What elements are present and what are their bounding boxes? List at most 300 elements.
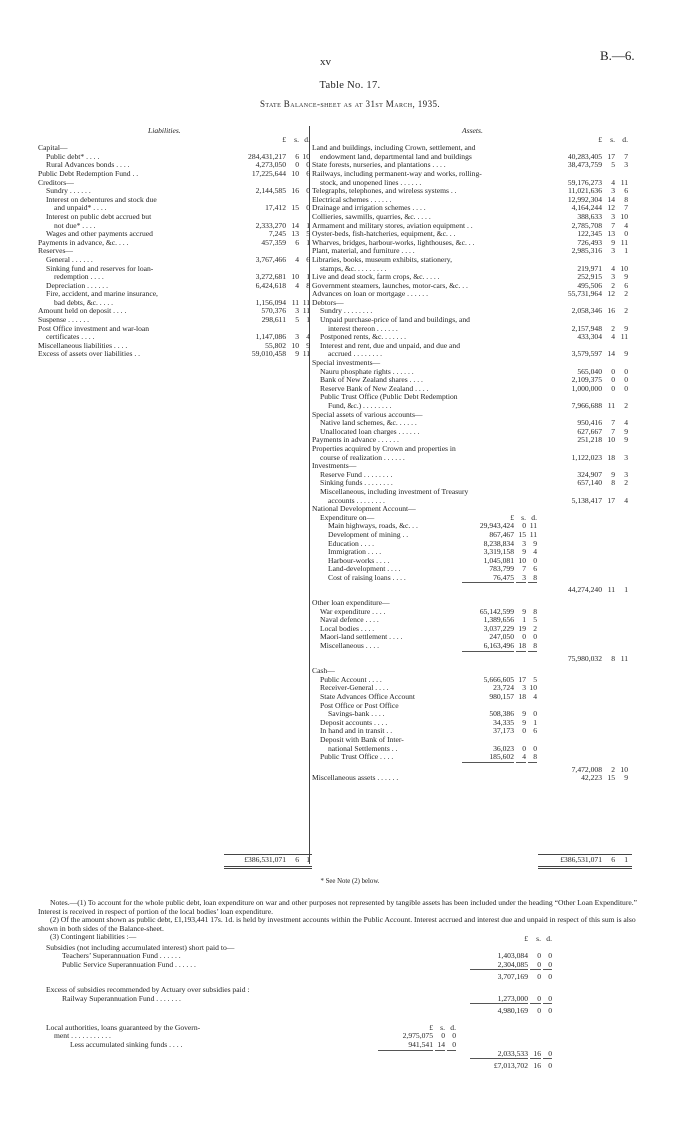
amount-pence: 2 xyxy=(624,306,628,316)
shillings-header: s. xyxy=(536,934,541,943)
inner-pence: 0 xyxy=(533,555,537,565)
amount-shillings: 11 xyxy=(291,297,299,307)
row-label: Nauru phosphate rights . . . . . . xyxy=(320,366,414,376)
amount-pence: 3 xyxy=(624,469,628,479)
inner-pounds: 185,602 xyxy=(462,753,514,763)
row-label: accounts . . . . . . . . xyxy=(328,495,385,505)
row-label: Public Trust Office (Public Debt Redemption xyxy=(320,392,458,402)
row-label: Reserve Fund . . . . . . . . xyxy=(320,469,393,479)
amount-pence: 9 xyxy=(624,349,628,359)
row-label: Oyster-beds, fish-hatcheries, equipment, &c. . . xyxy=(312,229,456,239)
inner-pence: 6 xyxy=(533,726,537,736)
amount-pence: 6 xyxy=(306,254,310,264)
amount-shillings: 9 xyxy=(611,469,615,479)
amount-pence: 11 xyxy=(302,297,310,307)
row-label: Unallocated loan charges . . . . . . xyxy=(320,426,420,436)
amount-pence: 0 xyxy=(548,951,552,961)
amount-pounds: 5,138,417 xyxy=(571,495,602,505)
inner-pence: d. xyxy=(450,1022,456,1032)
row-label: Bank of New Zealand shares . . . . xyxy=(320,375,423,385)
inner-pence: 8 xyxy=(528,574,537,584)
amount-pence: 11 xyxy=(620,237,628,247)
amount-shillings: 7 xyxy=(611,418,615,428)
table-title: Table No. 17. xyxy=(319,80,381,91)
table-row xyxy=(312,290,637,299)
liabilities-total xyxy=(38,856,308,866)
amount-pounds: 324,907 xyxy=(577,469,602,479)
inner-shillings: 1 xyxy=(522,615,526,625)
row-label: Armament and military stores, aviation equipment . . xyxy=(312,220,473,230)
inner-pounds: 2,975,075 xyxy=(402,1031,433,1041)
amount-shillings: 5 xyxy=(611,160,615,170)
row-label: Debtors— xyxy=(312,297,344,307)
inner-pounds: £ xyxy=(429,1022,433,1032)
inner-pounds: 867,467 xyxy=(489,529,514,539)
amount-pence: 0 xyxy=(624,383,628,393)
amount-pounds: 59,176,273 xyxy=(567,177,602,187)
table-row xyxy=(312,642,637,651)
amount-pence: 6 xyxy=(624,186,628,196)
row-label: Telegraphs, telephones, and wireless systems . . xyxy=(312,186,457,196)
amount-pounds: 2,985,316 xyxy=(571,246,602,256)
row-label: interest thereon . . . . . . xyxy=(328,323,398,333)
amount-pounds: 1,156,094 xyxy=(255,297,286,307)
inner-pounds: £ xyxy=(510,512,514,522)
amount-shillings: 7 xyxy=(611,426,615,436)
row-label: Teachers’ Superannuation Fund . . . . . . xyxy=(62,951,181,961)
table-row xyxy=(38,995,638,1004)
amount-pence: 1 xyxy=(624,585,628,595)
row-label: Creditors— xyxy=(38,177,74,187)
amount-pence: 0 xyxy=(624,366,628,376)
table-row xyxy=(312,574,637,583)
amount-pounds: 2,144,585 xyxy=(255,186,286,196)
amount-pounds: 2,033,533 xyxy=(470,1050,528,1060)
document-code: B.—6. xyxy=(600,48,635,63)
row-label: Fire, accident, and marine insurance, xyxy=(46,289,158,299)
amount-shillings: 4 xyxy=(611,177,615,187)
inner-shillings: 9 xyxy=(522,717,526,727)
pounds-header: £ xyxy=(524,934,528,943)
table-row xyxy=(38,961,638,970)
amount-pounds: 11,021,636 xyxy=(568,186,602,196)
subtotal-row xyxy=(38,1007,638,1016)
amount-pounds: 3,707,169 xyxy=(497,972,528,982)
inner-pence: 2 xyxy=(533,623,537,633)
table-row xyxy=(38,1024,638,1033)
assets-total-pence: 1 xyxy=(624,855,628,864)
row-label: Electrical schemes . . . . . . xyxy=(312,194,392,204)
inner-shillings: 10 xyxy=(518,555,526,565)
amount-pounds: 495,506 xyxy=(577,280,602,290)
amount-shillings: 7 xyxy=(611,220,615,230)
liabilities-rows xyxy=(38,144,308,359)
inner-pounds: 247,050 xyxy=(489,632,514,642)
amount-pounds: 7,472,008 xyxy=(571,764,602,774)
inner-pounds: 5,666,605 xyxy=(483,674,514,684)
row-label: Sinking funds . . . . . . . . xyxy=(320,478,393,488)
inner-shillings: 3 xyxy=(522,683,526,693)
table-row xyxy=(312,753,637,762)
amount-shillings: 0 xyxy=(295,160,299,170)
row-label: Amount held on deposit . . . . xyxy=(38,306,127,316)
inner-shillings: s. xyxy=(521,512,526,522)
pence-header: d. xyxy=(546,934,552,943)
amount-pence: 2 xyxy=(624,401,628,410)
amount-pence: 3 xyxy=(624,160,628,170)
liabilities-heading: Liabilities. xyxy=(148,126,181,135)
inner-pence: 8 xyxy=(528,642,537,652)
inner-shillings: 9 xyxy=(522,547,526,557)
amount-shillings: 2 xyxy=(611,323,615,333)
row-label: Development of mining . . xyxy=(328,529,409,539)
amount-shillings: 6 xyxy=(295,151,299,161)
inner-pounds: 6,163,496 xyxy=(462,642,514,652)
amount-shillings: 0 xyxy=(530,995,541,1005)
amount-pence: 4 xyxy=(624,220,628,230)
row-label: War expenditure . . . . xyxy=(320,606,386,616)
row-label: Education . . . . xyxy=(328,538,374,548)
amount-pounds: 7,966,688 xyxy=(571,401,602,410)
amount-pounds: 4,980,169 xyxy=(497,1006,528,1016)
amount-shillings: 0 xyxy=(537,1006,541,1016)
amount-pounds: 565,040 xyxy=(577,366,602,376)
amount-pounds: £7,013,702 xyxy=(493,1061,528,1071)
inner-pounds: 76,475 xyxy=(462,574,514,584)
amount-pence: 0 xyxy=(306,186,310,196)
amount-pounds: 1,000,000 xyxy=(571,383,602,393)
amount-shillings: 10 xyxy=(291,272,299,282)
amount-pounds: 3,767,466 xyxy=(255,254,286,264)
amount-pounds: 3,272,681 xyxy=(255,272,286,282)
row-label: Libraries, books, museum exhibits, stationery, xyxy=(312,254,452,264)
row-label: Rural Advances bonds . . . . xyxy=(46,160,130,170)
row-label: General . . . . . . xyxy=(46,254,93,264)
amount-pounds: 570,376 xyxy=(261,306,286,316)
amount-shillings: 16 xyxy=(291,186,299,196)
amount-shillings: 16 xyxy=(533,1061,541,1071)
inner-shillings: 0 xyxy=(522,632,526,642)
amount-pounds: 1,122,023 xyxy=(571,452,602,462)
row-label: Plant, material, and furniture . . . . xyxy=(312,246,415,256)
amount-pence: 10 xyxy=(620,263,628,273)
row-label: Miscellaneous . . . . xyxy=(320,641,380,651)
table-row xyxy=(38,170,308,179)
inner-shillings: 15 xyxy=(518,529,526,539)
table-row xyxy=(38,350,308,359)
row-label: Miscellaneous liabilities . . . . xyxy=(38,340,128,350)
amount-pounds: 17,412 xyxy=(265,203,286,213)
inner-pounds: 941,541 xyxy=(378,1041,433,1051)
inner-shillings: 18 xyxy=(518,692,526,701)
amount-pounds: 38,473,759 xyxy=(567,160,602,170)
amount-pence: 0 xyxy=(543,995,552,1005)
inner-shillings: 3 xyxy=(516,574,526,584)
row-label: Sundry . . . . . . xyxy=(46,186,91,196)
amount-shillings: 0 xyxy=(537,972,541,982)
row-label: Public Account . . . . xyxy=(320,674,382,684)
inner-shillings: s. xyxy=(440,1022,445,1032)
amount-shillings: 16 xyxy=(530,1050,541,1060)
row-label: Wharves, bridges, harbour-works, lighthouses, &c. . . xyxy=(312,237,475,247)
amount-pounds: 2,157,948 xyxy=(571,323,602,333)
inner-pence: 4 xyxy=(533,547,537,557)
amount-pounds: 4,273,050 xyxy=(255,160,286,170)
row-label: Subsidies (not including accumulated interest) short paid to— xyxy=(46,942,235,952)
assets-rows xyxy=(312,144,637,783)
row-label: State Advances Office Account xyxy=(320,692,415,701)
amount-shillings: 12 xyxy=(607,203,615,213)
assets-column xyxy=(312,127,637,783)
amount-shillings: 17 xyxy=(607,151,615,161)
inner-pence: d. xyxy=(531,512,537,522)
amount-pence: 0 xyxy=(624,375,628,385)
inner-pounds: 8,238,834 xyxy=(483,538,514,548)
inner-pounds: 29,943,424 xyxy=(479,521,514,531)
row-label: Government steamers, launches, motor-cars, &c. . . xyxy=(312,280,468,290)
row-label: Payments in advance, &c. . . . xyxy=(38,237,129,247)
amount-pounds: 1,273,000 xyxy=(470,995,528,1005)
row-label: Local authorities, loans guaranteed by the Govern- xyxy=(46,1022,201,1032)
amount-shillings: 10 xyxy=(607,435,615,445)
amount-pence: 0 xyxy=(306,203,310,213)
amount-pence: 9 xyxy=(624,435,628,445)
amount-pounds: 6,424,618 xyxy=(255,280,286,290)
amount-shillings: 3 xyxy=(295,306,299,316)
assets-heading: Assets. xyxy=(462,126,483,135)
inner-pence: 11 xyxy=(529,529,537,539)
amount-pounds: 3,579,597 xyxy=(571,349,602,359)
footnote: * See Note (2) below. xyxy=(320,878,380,885)
amount-pounds: 40,283,405 xyxy=(567,151,602,161)
table-subtitle: State Balance-sheet as at 31st March, 1935. xyxy=(259,99,441,109)
subtotal-row xyxy=(312,586,637,595)
row-label: Miscellaneous assets . . . . . . xyxy=(312,773,399,783)
row-label: Post Office or Post Office xyxy=(320,700,399,710)
inner-shillings: 9 xyxy=(522,709,526,719)
inner-shillings: 4 xyxy=(516,753,526,763)
inner-pence: 8 xyxy=(528,753,537,763)
amount-shillings: 4 xyxy=(295,280,299,290)
amount-shillings: 9 xyxy=(295,349,299,359)
amount-pounds: 1,147,086 xyxy=(255,332,286,342)
row-label: Unpaid purchase-price of land and buildings, and xyxy=(320,315,470,325)
subtotal-row xyxy=(38,1062,638,1071)
row-label: not due* . . . . xyxy=(54,220,96,230)
inner-pence: 0 xyxy=(533,743,537,753)
row-label: Sinking fund and reserves for loan- xyxy=(46,263,154,273)
amount-shillings: 12 xyxy=(607,289,615,299)
amount-pence: 9 xyxy=(624,272,628,282)
amount-pounds: 1,403,084 xyxy=(497,951,528,961)
inner-shillings: 9 xyxy=(522,606,526,616)
amount-shillings: 10 xyxy=(291,340,299,350)
amount-pounds: 219,971 xyxy=(577,263,602,273)
inner-pence: 0 xyxy=(533,709,537,719)
row-label: Other loan expenditure— xyxy=(312,598,390,608)
amount-shillings: 15 xyxy=(607,773,615,783)
row-label: Public debt* . . . . xyxy=(46,151,100,161)
amount-pounds: 457,359 xyxy=(261,237,286,247)
amount-shillings: 3 xyxy=(611,211,615,221)
amount-shillings: 3 xyxy=(295,332,299,342)
subtotal-row xyxy=(38,1050,638,1059)
inner-pence: 5 xyxy=(533,615,537,625)
amount-shillings: 0 xyxy=(611,383,615,393)
table-row xyxy=(312,454,637,463)
amount-pounds: 2,304,085 xyxy=(470,961,528,971)
amount-pence: 0 xyxy=(306,160,310,170)
amount-pounds: 2,333,270 xyxy=(255,220,286,230)
row-label: Fund, &c.) . . . . . . . . xyxy=(328,401,392,410)
row-label: Advances on loan or mortgage . . . . . . xyxy=(312,289,428,299)
amount-shillings: 4 xyxy=(611,263,615,273)
inner-shillings: 17 xyxy=(518,674,526,684)
row-label: bad debts, &c. . . . . xyxy=(54,297,114,307)
amount-shillings: 14 xyxy=(607,349,615,359)
row-label: Wages and other payments accrued xyxy=(46,229,153,239)
row-label: Savings-bank . . . . xyxy=(328,709,385,719)
amount-pence: 10 xyxy=(620,211,628,221)
amount-pence: 8 xyxy=(624,194,628,204)
note-2: (2) Of the amount shown as public debt, £1,193,441 17s. 1d. is held by investment accounts within the Public Account. Interest accrued and interest due and unpaid in respect of this sum is also shown in both sides of the Balance-sheet. xyxy=(38,915,636,933)
amount-pence: 0 xyxy=(543,961,552,971)
row-label: Excess of assets over liabilities . . xyxy=(38,349,141,359)
liabilities-column xyxy=(38,127,308,359)
amount-pounds: 251,218 xyxy=(577,435,602,445)
inner-pence: 10 xyxy=(529,683,537,693)
amount-pence: 11 xyxy=(620,177,628,187)
row-label: Sundry . . . . . . . . xyxy=(320,306,373,316)
row-label: Naval defence . . . . xyxy=(320,615,379,625)
assets-total-shillings: 6 xyxy=(611,855,615,864)
inner-pounds: 3,319,158 xyxy=(483,547,514,557)
inner-shillings: 3 xyxy=(522,538,526,548)
row-label: Deposit accounts . . . . xyxy=(320,717,388,727)
inner-pence: 4 xyxy=(533,692,537,701)
row-label: Drainage and irrigation schemes . . . . xyxy=(312,203,426,213)
row-label: Receiver-General . . . . xyxy=(320,683,389,693)
amount-pence: 3 xyxy=(624,452,628,462)
amount-pounds: 2,109,375 xyxy=(571,375,602,385)
amount-pence: 11 xyxy=(302,306,310,316)
amount-pounds: 627,667 xyxy=(577,426,602,436)
amount-shillings: 14 xyxy=(607,194,615,204)
row-label: Expenditure on— xyxy=(320,512,375,522)
amount-shillings: 8 xyxy=(611,653,615,663)
inner-pence: 6 xyxy=(533,564,537,574)
inner-pounds: 23,724 xyxy=(493,683,514,693)
amount-pounds: 55,802 xyxy=(265,340,286,350)
row-label: Reserve Bank of New Zealand . . . . xyxy=(320,383,429,393)
amount-pence: 0 xyxy=(624,229,628,239)
row-label: Maori-land settlement . . . . xyxy=(320,632,403,642)
amount-pence: 11 xyxy=(302,349,310,359)
amount-pounds: 42,223 xyxy=(581,773,602,783)
amount-pence: 1 xyxy=(624,246,628,256)
row-label: Public Service Superannuation Fund . . . . . . xyxy=(62,959,196,969)
amount-pounds: 388,633 xyxy=(577,211,602,221)
amount-shillings: 0 xyxy=(611,366,615,376)
liabilities-total-pence: 1 xyxy=(306,855,310,864)
inner-pence: 0 xyxy=(447,1041,456,1051)
amount-pence: 1 xyxy=(306,237,310,247)
pence-header: d. xyxy=(622,134,628,144)
contingent-liabilities xyxy=(38,932,638,1071)
inner-shillings: 19 xyxy=(518,623,526,633)
row-label: Suspense . . . . . . xyxy=(38,315,90,325)
row-label: redemption . . . . xyxy=(54,272,104,282)
row-label: Reserves— xyxy=(38,246,74,256)
amount-shillings: 2 xyxy=(611,764,615,774)
amount-shillings: 15 xyxy=(291,203,299,213)
row-label: Local bodies . . . . xyxy=(320,623,375,633)
inner-pence: 8 xyxy=(533,606,537,616)
amount-pounds: 4,164,244 xyxy=(571,203,602,213)
amount-pounds: 17,225,644 xyxy=(251,168,286,178)
amount-shillings: 16 xyxy=(607,306,615,316)
amount-pence: 0 xyxy=(548,972,552,982)
row-label: endowment land, departmental land and buildings xyxy=(320,151,472,161)
pounds-header: £ xyxy=(598,134,602,144)
amount-pence: 9 xyxy=(624,323,628,333)
amount-pence: 11 xyxy=(620,653,628,663)
row-label: Depreciation . . . . . . xyxy=(46,280,108,290)
row-label: Special assets of various accounts— xyxy=(312,409,423,419)
amount-pounds: 75,980,032 xyxy=(567,653,602,663)
subtotal-row xyxy=(312,655,637,664)
amount-pence: 4 xyxy=(624,418,628,428)
row-label: stock, and unopened lines . . . . . . xyxy=(320,177,422,187)
inner-pence: 0 xyxy=(533,632,537,642)
amount-pence: 7 xyxy=(624,203,628,213)
amount-pounds: 252,915 xyxy=(577,272,602,282)
liabilities-total-pounds: £386,531,071 xyxy=(244,855,286,864)
row-label: Live and dead stock, farm crops, &c. . . . . xyxy=(312,272,440,282)
amount-shillings: 3 xyxy=(611,186,615,196)
amount-pounds: 122,345 xyxy=(577,229,602,239)
row-label: Payments in advance . . . . . . xyxy=(312,435,399,445)
amount-pounds: 12,992,304 xyxy=(567,194,602,204)
shillings-header: s. xyxy=(294,134,299,144)
liabilities-total-shillings: 6 xyxy=(295,855,299,864)
inner-shillings: 7 xyxy=(522,564,526,574)
inner-pounds: 37,173 xyxy=(493,726,514,736)
amount-pence: 9 xyxy=(624,773,628,783)
liabilities-currency-header xyxy=(38,136,308,145)
amount-pence: 1 xyxy=(306,272,310,282)
table-row xyxy=(38,239,308,248)
row-label: Cash— xyxy=(312,666,335,676)
row-label: Main highways, roads, &c. . . xyxy=(328,521,418,531)
amount-pence: 9 xyxy=(306,340,310,350)
row-label: certificates . . . . xyxy=(46,332,95,342)
amount-shillings: 0 xyxy=(611,375,615,385)
row-label: National Development Account— xyxy=(312,504,416,514)
row-label: Miscellaneous, including investment of Treasury xyxy=(320,486,469,496)
inner-shillings: 0 xyxy=(522,743,526,753)
row-label: Interest on public debt accrued but xyxy=(46,211,152,221)
row-label: Public Trust Office . . . . xyxy=(320,752,394,762)
inner-pence: 0 xyxy=(452,1031,456,1041)
inner-pounds: 1,045,081 xyxy=(483,555,514,565)
shillings-header: s. xyxy=(610,134,615,144)
amount-pounds: 2,058,346 xyxy=(571,306,602,316)
amount-shillings: 10 xyxy=(291,168,299,178)
amount-shillings: 14 xyxy=(291,220,299,230)
amount-shillings: 6 xyxy=(295,237,299,247)
row-label: Postponed rents, &c. . . . . . . xyxy=(320,332,407,342)
